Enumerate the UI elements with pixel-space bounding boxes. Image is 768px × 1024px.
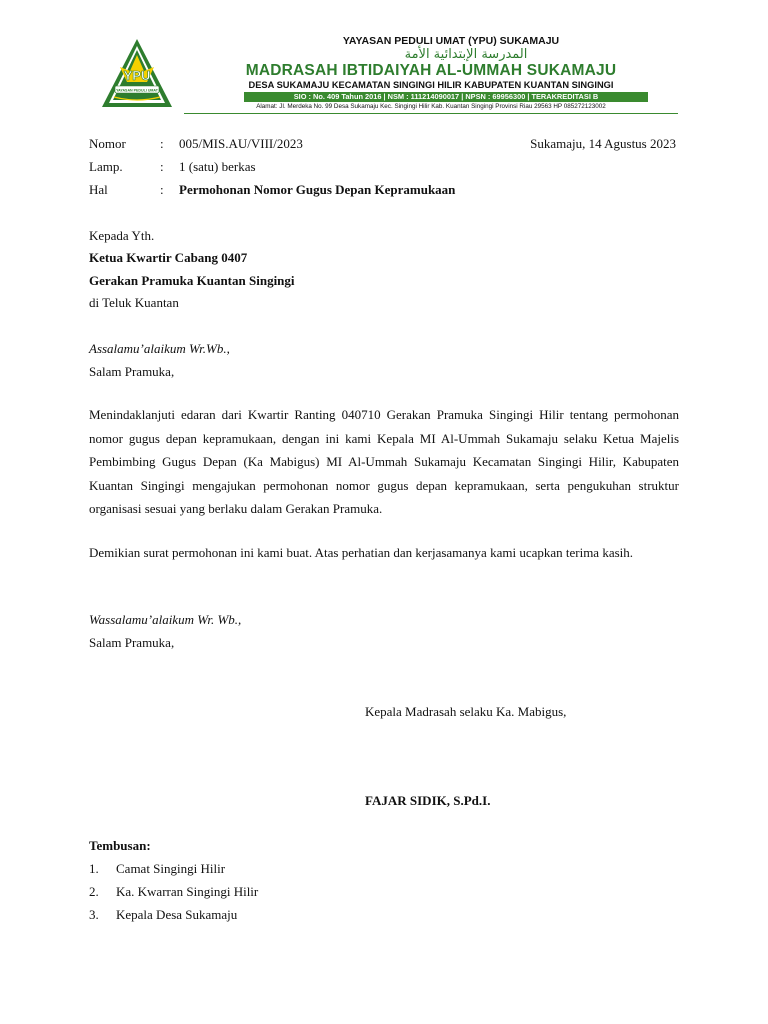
recipient-line-2: Gerakan Pramuka Kuantan Singingi [89, 273, 295, 288]
tembusan-item-number: 2. [89, 884, 99, 899]
tembusan-item-number: 3. [89, 907, 99, 922]
nomor-label: Nomor [89, 136, 126, 151]
recipient-greeting: Kepada Yth. [89, 228, 155, 243]
letterhead-text [184, 34, 678, 112]
school-location: DESA SUKAMAJU KECAMATAN SINGINGI HILIR KABUPATEN KUANTAN SINGINGI [248, 80, 614, 90]
lamp-label: Lamp. [89, 159, 123, 174]
tembusan-item-text: Camat Singingi Hilir [116, 861, 226, 876]
tembusan-item-number: 1. [89, 861, 99, 876]
letterhead-divider [184, 113, 678, 114]
school-address: Alamat: Jl. Merdeka No. 99 Desa Sukamaju Kec. Singingi Hilir Kab. Kuantan Singingi Provinsi Riau 29563 HP 085272123002 [256, 103, 606, 110]
tembusan-item-text: Ka. Kwarran Singingi Hilir [116, 884, 259, 899]
lamp-value: 1 (satu) berkas [179, 159, 256, 174]
logo-ribbon: YAYASAN PEDULI UMAT [116, 88, 158, 93]
signature-title: Kepala Madrasah selaku Ka. Mabigus, [365, 704, 567, 719]
body-paragraph-1: Menindaklanjuti edaran dari Kwartir Ranting 040710 Gerakan Pramuka Singingi Hilir tentang permohonan nomor gugus depan kepramukaan, dengan ini kami Kepala MI Al-Ummah Sukamaju selaku Ketua Majelis Pembimbing Gugus Depan (Ka Mabigus) MI Al-Ummah Sukamaju Kecamatan Singingi Hilir, Kabupaten Kuantan Singingi mengajukan permohonan nomor gugus depan kepramukaan, serta pengukuhan struktur organisasi sesuai yang berlaku dalam Gerakan Pramuka. [89, 407, 679, 516]
hal-label: Hal [89, 182, 108, 197]
hal-value: Permohonan Nomor Gugus Depan Kepramukaan [179, 182, 456, 197]
opening-salam-pramuka: Salam Pramuka, [89, 364, 175, 379]
arabic-school-name: المدرسة الإبتدائية الأمة [404, 47, 528, 62]
closing-salam-pramuka: Salam Pramuka, [89, 635, 175, 650]
recipient-line-1: Ketua Kwartir Cabang 0407 [89, 250, 248, 265]
letter-date: Sukamaju, 14 Agustus 2023 [530, 136, 676, 151]
letterhead [88, 34, 680, 114]
closing-salam: Wassalamu’alaikum Wr. Wb., [89, 612, 242, 627]
recipient-line-3: di Teluk Kuantan [89, 295, 179, 310]
tembusan-heading: Tembusan: [89, 838, 151, 853]
hal-colon: : [160, 182, 164, 197]
nomor-colon: : [160, 136, 164, 151]
school-logo [100, 37, 174, 111]
opening-salam: Assalamu’alaikum Wr.Wb., [89, 341, 230, 356]
logo-text: YPU [123, 68, 151, 83]
signature-name: FAJAR SIDIK, S.Pd.I. [365, 793, 491, 808]
registration-bar: SIO : No. 409 Tahun 2016 | NSM : 111214090017 | NPSN : 69956300 | TERAKREDITASI B [244, 92, 648, 102]
foundation-name: YAYASAN PEDULI UMAT (YPU) SUKAMAJU [342, 35, 560, 47]
body-paragraph-2: Demikian surat permohonan ini kami buat. Atas perhatian dan kerjasamanya kami ucapkan terima kasih. [89, 545, 634, 560]
nomor-value: 005/MIS.AU/VIII/2023 [179, 136, 303, 151]
lamp-colon: : [160, 159, 164, 174]
school-name: MADRASAH IBTIDAIYAH AL-UMMAH SUKAMAJU [245, 62, 617, 79]
tembusan-item-text: Kepala Desa Sukamaju [116, 907, 238, 922]
